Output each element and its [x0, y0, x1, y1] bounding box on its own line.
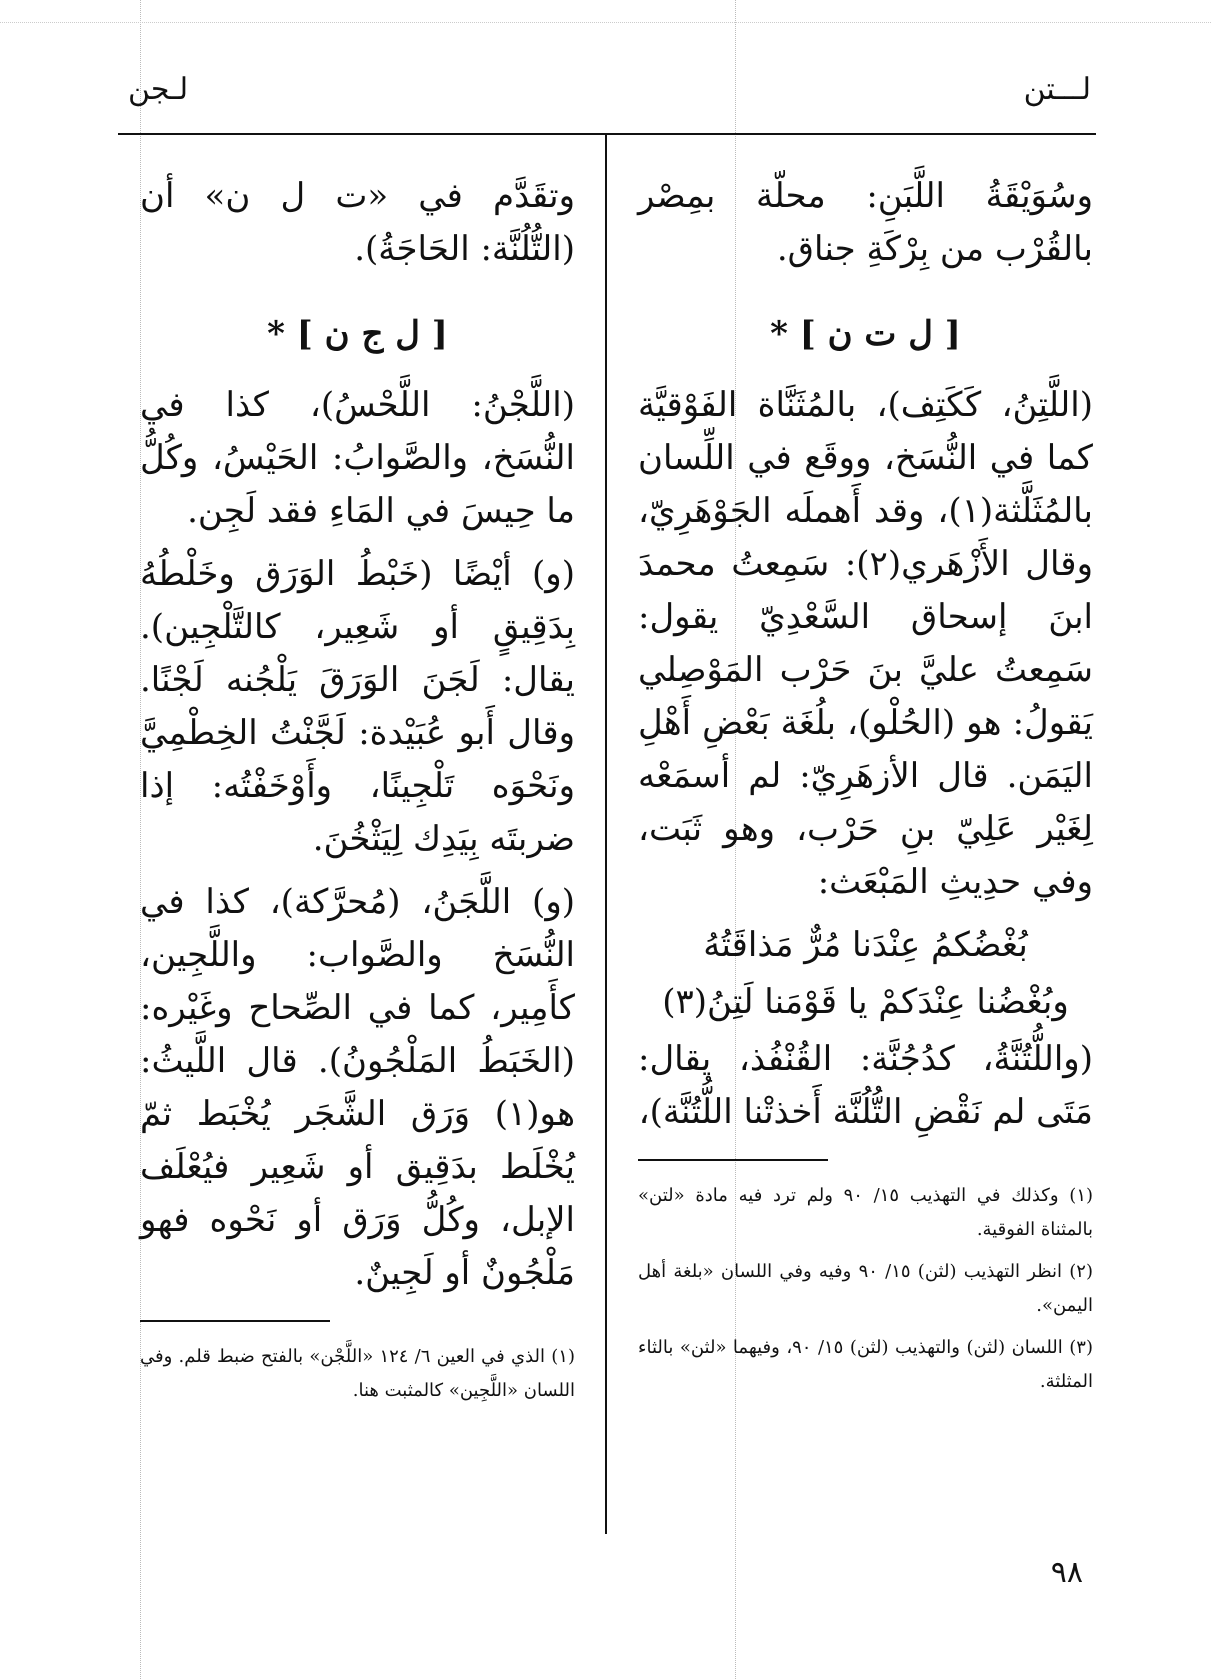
- right-column: [638, 170, 1093, 1407]
- entry-title-ljn: [ ل ج ن ] *: [267, 314, 448, 354]
- right-footnotes: [638, 1179, 1093, 1399]
- verse-line-1: بُغْضُكمُ عِنْدَنا مُرٌّ مَذاقَتُهُ: [703, 925, 1028, 965]
- running-header-right: لـــتن: [1023, 72, 1091, 107]
- entry-para: (و) أيْضًا (خَبْطُ الوَرَق وخَلْطُهُ بِدَقِيقٍ أو شَعِير، كالتَّلْجِين). يقال: لَجَنَ الوَرَقَ يَلْجُنه لَجْنًا. وقال أَبو عُبَيْدة: لَجَّنْتُ الخِطْمِيَّ ونَحْوَه تَلْجِينًا، وأَوْخَفْتُه: إذا ضربتَه بِيَدِك لِيَثْخُنَ.: [140, 554, 575, 859]
- left-footnotes: [140, 1340, 575, 1408]
- entry-body-ltn-cont: (واللُّتُنَّةُ، كدُجُنَّة: القُنْفُذ، يقال: مَتَى لم نَقْضِ التُّلُنَّة أَخذتْنا اللُّتُنَّة)،: [638, 1039, 1093, 1132]
- header-rule: [118, 133, 1096, 135]
- left-intro: وتقَدَّم في «ت ل ن» أن (التُّلُنَّة: الحَاجَةُ).: [140, 176, 575, 269]
- entry-para: (اللَّجْنُ: اللَّحْسُ)، كذا في النُّسَخ، والصَّوابُ: الحَيْسُ، وكُلُّ ما حِيسَ في المَاءِ فقد لَجِن.: [140, 385, 575, 531]
- footnote-rule: [638, 1159, 828, 1161]
- footnote: (٣) اللسان (لثن) والتهذيب (لثن) ١٥/ ٩٠، وفيهما «لثن» بالثاء المثلثة.: [638, 1337, 1093, 1392]
- column-divider: [605, 134, 607, 1534]
- verse-line-2: وبُغْضُنا عِنْدَكمْ يا قَوْمَنا لَتِنُ(٣): [662, 982, 1069, 1022]
- footnote: (٢) انظر التهذيب (لثن) ١٥/ ٩٠ وفيه وفي اللسان «بلغة أهل اليمن».: [638, 1261, 1093, 1316]
- entry-title-ltn: [ ل ت ن ] *: [770, 314, 961, 354]
- page-number: ٩٨: [1050, 1555, 1083, 1590]
- right-intro: وسُوَيْقَةُ اللَّبَنِ: محلّة بمِصْر بالقُرْب من بِرْكَةِ جناق.: [638, 176, 1093, 269]
- footnote: (١) الذي في العين ٦/ ١٢٤ «اللَّجْن» بالفتح ضبط قلم. وفي اللسان «اللَّجِين» كالمثبت هنا.: [140, 1346, 575, 1401]
- footnote-rule: [140, 1320, 330, 1322]
- footnote: (١) وكذلك في التهذيب ١٥/ ٩٠ ولم ترد فيه مادة «لتن» بالمثناة الفوقية.: [638, 1185, 1094, 1240]
- scan-dotted-line: [0, 22, 1211, 23]
- left-column: [140, 170, 575, 1416]
- entry-para: (و) اللَّجَنُ، (مُحرَّكة)، كذا في النُّسَخ والصَّواب: واللَّجِين، كأَمِير، كما في الصِّحاح وغَيْره: (الخَبَطُ المَلْجُونُ). قال اللَّيثُ: هو(١) وَرَق الشَّجَر يُخْبَط ثمّ يُخْلَط بدَقِيق أو شَعِير فيُعْلَف الإبل، وكُلُّ وَرَق أو نَحْوه فهو مَلْجُونٌ أو لَجِينٌ.: [140, 882, 575, 1293]
- entry-body-ltn: (اللَّتِنُ، كَكَتِف)، بالمُثَنَّاة الفَوْقيَّة كما في النُّسَخ، ووقَع في اللِّسان بالمُثَلَّثة(١)، وقد أَهملَه الجَوْهَرِيّ، وقال الأَزْهَري(٢): سَمِعتُ محمدَ ابنَ إسحاق السَّعْدِيّ يقول: سَمِعتُ عليَّ بنَ حَرْب المَوْصِلي يَقولُ: هو (الحُلْو)، بلُغَة بَعْضِ أَهْلِ اليَمَن. قال الأزهَرِيّ: لم أسمَعْه لِغَيْر عَلِيّ بنِ حَرْب، وهو ثَبَت، وفي حدِيثِ المَبْعَث:: [638, 385, 1093, 902]
- running-header-left: لـجن: [128, 72, 189, 107]
